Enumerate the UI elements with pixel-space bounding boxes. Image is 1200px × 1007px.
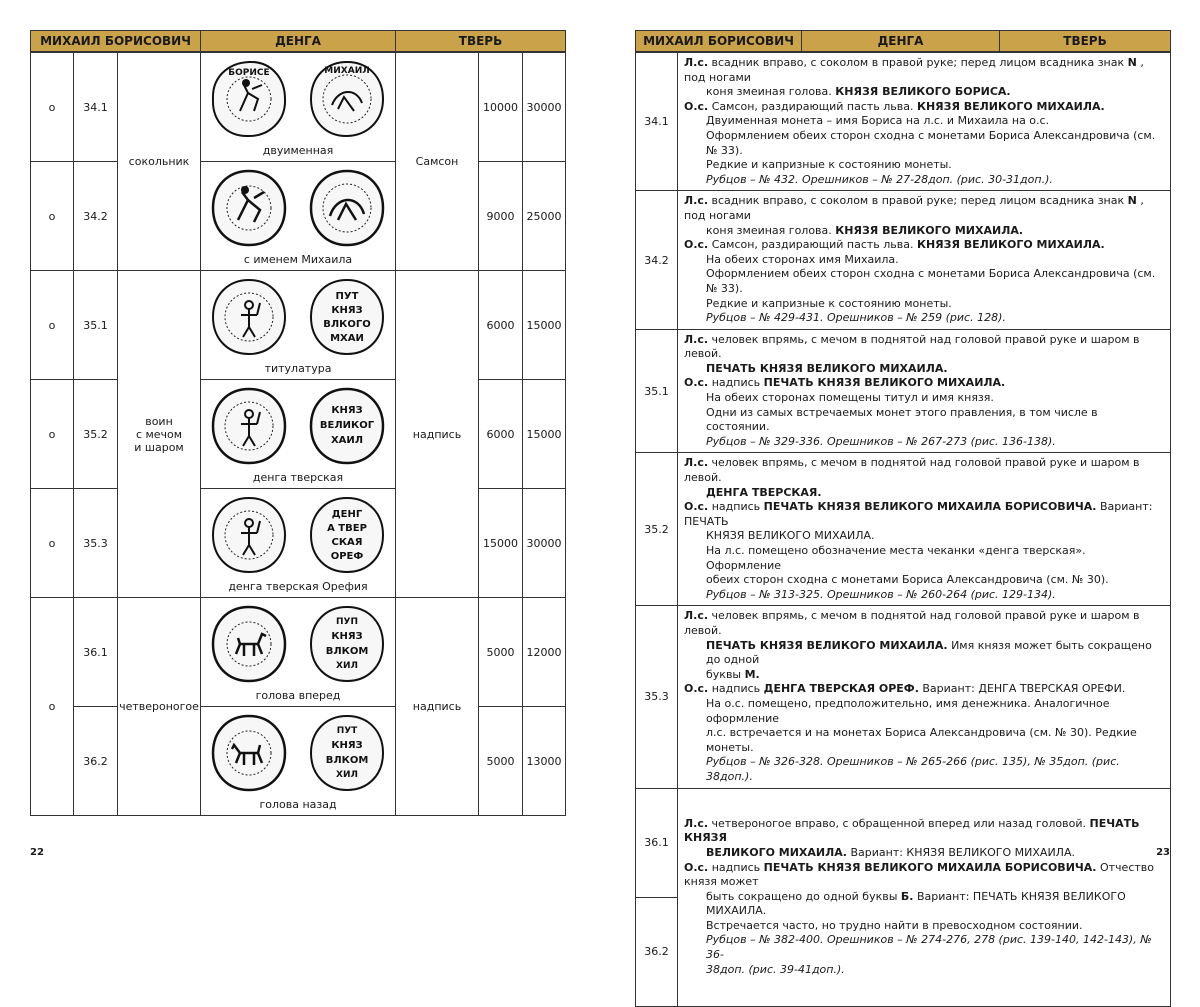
description-text: , под ногами [684,194,1144,222]
description-text: быть сокращено до одной буквы [706,889,898,903]
svg-text:ХАИЛ: ХАИЛ [330,435,364,446]
catalog-number: 35.2 [74,380,118,489]
side-label: О.с. [684,99,709,113]
inscription-text: ПЕЧАТЬ КНЯЗЯ [684,816,1140,845]
catalog-number: 34.1 [636,52,678,191]
coin-images [201,52,396,162]
description-text: На обеих сторонах имя Михаила. [706,252,899,266]
price-2: 30000 [523,52,566,162]
rarity: о [31,162,74,271]
coin-reverse-image [308,277,386,357]
description-text: обеих сторон сходна с монетами Бориса Александровича (см. № 30). [706,573,1109,587]
svg-text:ХИЛ: ХИЛ [336,661,358,671]
coin-reverse-image [308,713,386,793]
inscription-text: Б. [900,889,914,903]
inscription-text: КНЯЗЯ ВЕЛИКОГО МИХАИЛА. [916,238,1105,252]
page-number: 22 [30,847,44,858]
coin-caption: денга тверская [252,471,344,484]
table-row [31,162,566,271]
coin-images [201,489,396,598]
description-text: Самсон, раздирающий пасть льва. [711,99,914,113]
description-text: На о.с. помещено, предположительно, имя денежника. Аналогичное оформление [706,696,1110,725]
coin-images [201,598,396,707]
reference-text: Рубцов – № 313-325. Орешников – № 260-264 (рис. 129-134). [706,587,1056,601]
description-text: Самсон, раздирающий пасть льва. [711,238,914,252]
price-1: 9000 [479,162,523,271]
description-text: Вариант: ПЕЧАТЬ КНЯЗЯ ВЕЛИКОГО МИХАИЛА. [706,889,1126,918]
coin-obverse-image [210,604,288,684]
svg-text:КНЯЗ: КНЯЗ [331,740,363,751]
side-label: Л.с. [684,816,709,830]
coin-obverse-image [210,168,288,248]
inscription-text: КНЯЗЯ ВЕЛИКОГО МИХАИЛА. [916,99,1105,113]
inscription-text: ПЕЧАТЬ КНЯЗЯ ВЕЛИКОГО МИХАИЛА. [706,361,948,375]
coin-caption: денга тверская Орефия [228,580,368,593]
price-2: 13000 [523,707,566,816]
description-text: л.с. встречается и на монетах Бориса Александровича (см. № 30). Редкие монеты. [706,726,1137,754]
catalog-number: 35.3 [636,606,678,788]
catalog-number: 35.1 [74,271,118,380]
catalog-number: 34.2 [74,162,118,271]
reference-text: Рубцов – № 432. Орешников – № 27-28доп. (рис. 30-31доп.). [706,172,1053,186]
coin-reverse-image [308,386,386,466]
side-label: Л.с. [684,332,709,346]
description-text: КНЯЗЯ ВЕЛИКОГО МИХАИЛА. [706,529,875,543]
price-2: 15000 [523,380,566,489]
table-row [636,191,1171,329]
svg-text:А ТВЕР: А ТВЕР [327,523,367,534]
inscription-text: ПЕЧАТЬ КНЯЗЯ ВЕЛИКОГО МИХАИЛА. [706,638,948,652]
svg-text:ДЕНГ: ДЕНГ [331,509,363,520]
catalog-number: 34.1 [74,52,118,162]
header-ruler: МИХАИЛ БОРИСОВИЧ [31,31,201,53]
catalog-number: 36.2 [636,897,678,1006]
inscription-text: ПЕЧАТЬ КНЯЗЯ ВЕЛИКОГО МИХАИЛА БОРИСОВИЧА. [763,500,1097,514]
catalog-number: 36.1 [636,788,678,897]
table-row [31,380,566,489]
side-label: Л.с. [684,456,709,470]
coin-caption: с именем Михаила [243,253,353,266]
obverse-type: четвероногое [118,598,201,816]
svg-text:ВЕЛИКОГ: ВЕЛИКОГ [319,420,375,431]
coin-catalog-table [30,30,566,816]
inscription-text: М. [744,667,760,681]
coin-obverse-image [210,277,288,357]
catalog-number: 35.1 [636,329,678,453]
description-text: Вариант: КНЯЗЯ ВЕЛИКОГО МИХАИЛА. [850,845,1075,859]
description-text: Оформлением обеих сторон сходна с монетами Бориса Александровича (см. № 33). [706,128,1156,157]
header-ruler: МИХАИЛ БОРИСОВИЧ [636,31,802,53]
catalog-number: 36.2 [74,707,118,816]
description-text: На л.с. помещено обозначение места чеканки «денга тверская». Оформление [706,544,1086,572]
side-label: О.с. [684,860,709,874]
coin-caption: двуименная [262,144,334,157]
description-text: , под ногами [684,56,1144,84]
table-row [31,707,566,816]
description-text: Одни из самых встречаемых монет этого правления, в том числе в состоянии. [706,405,1098,434]
svg-text:БОРИСЕ: БОРИСЕ [228,68,270,78]
page-number: 23 [1156,847,1170,858]
description-text: Отчество князя может [684,860,1154,889]
coin-description [678,453,1171,606]
obverse-type: сокольник [118,52,201,271]
description-text: коня змеиная голова. [706,85,832,99]
coin-caption: голова назад [259,798,337,811]
price-1: 15000 [479,489,523,598]
svg-text:МИХАИЛ: МИХАИЛ [324,66,370,76]
description-text: коня змеиная голова. [706,223,832,237]
description-text: надпись [711,682,761,696]
price-1: 5000 [479,598,523,707]
side-label: Л.с. [684,56,709,69]
description-text: человек впрямь, с мечом в поднятой над головой правой руке и шаром в левой. [684,456,1140,485]
reference-text: 38доп. (рис. 39-41доп.). [706,962,845,976]
side-label: Л.с. [684,194,709,208]
table-row [31,271,566,380]
svg-text:ОРЕФ: ОРЕФ [330,551,364,562]
rarity: о [31,380,74,489]
svg-text:ПУТ: ПУТ [335,291,359,302]
coin-reverse-image [308,604,386,684]
price-1: 6000 [479,380,523,489]
inscription-text: КНЯЗЯ ВЕЛИКОГО БОРИСА. [835,85,1011,99]
svg-text:ВЛКОМ: ВЛКОМ [325,755,369,766]
description-text: надпись [711,860,761,874]
svg-text:МХАИ: МХАИ [330,333,364,344]
description-text: всадник вправо, с соколом в правой руке; перед лицом всадника знак [711,194,1125,208]
coin-obverse-image [210,495,288,575]
price-2: 12000 [523,598,566,707]
coin-obverse-image [210,386,288,466]
inscription-text: ПЕЧАТЬ КНЯЗЯ ВЕЛИКОГО МИХАИЛА БОРИСОВИЧА. [763,860,1097,874]
reverse-type: Самсон [396,52,479,271]
table-row [31,598,566,707]
bold-text: N [1127,194,1137,208]
side-label: О.с. [684,376,709,390]
side-label: О.с. [684,682,709,696]
table-row [636,329,1171,453]
inscription-text: ВЕЛИКОГО МИХАИЛА. [706,845,847,859]
side-label: О.с. [684,500,709,514]
coin-images [201,380,396,489]
description-text: буквы [706,667,742,681]
price-1: 6000 [479,271,523,380]
description-text: Вариант: ПЕЧАТЬ [684,500,1153,528]
description-text: надпись [711,500,761,514]
bold-text: N [1127,56,1137,69]
inscription-text: ПЕЧАТЬ КНЯЗЯ ВЕЛИКОГО МИХАИЛА. [763,376,1006,390]
svg-text:СКАЯ: СКАЯ [331,537,363,548]
description-text: надпись [711,376,761,390]
header-denomination: ДЕНГА [201,31,396,53]
svg-text:КНЯЗ: КНЯЗ [331,405,363,416]
description-text: Оформлением обеих сторон сходна с монетами Бориса Александровича (см. № 33). [706,267,1156,295]
description-text: Редкие и капризные к состоянию монеты. [706,158,952,172]
coin-description [678,788,1171,1006]
reference-text: Рубцов – № 329-336. Орешников – № 267-273 (рис. 136-138). [706,434,1056,448]
catalog-number: 36.1 [74,598,118,707]
svg-text:ВЛКОМ: ВЛКОМ [325,646,369,657]
description-text: четвероногое вправо, с обращенной вперед или назад головой. [711,816,1086,830]
coin-images [201,707,396,816]
inscription-text: КНЯЗЯ ВЕЛИКОГО МИХАИЛА. [835,223,1024,237]
description-text: всадник вправо, с соколом в правой руке; перед лицом всадника знак [711,56,1125,69]
description-text: Имя князя может быть сокращено до одной [706,638,1152,667]
table-row [31,52,566,162]
coin-obverse-image [210,713,288,793]
header-city: ТВЕРЬ [1000,31,1171,53]
coin-description [678,606,1171,788]
reverse-type: надпись [396,598,479,816]
catalog-number: 35.2 [636,453,678,606]
inscription-text: ДЕНГА ТВЕРСКАЯ ОРЕФ. [763,682,919,696]
reference-text: Рубцов – № 429-431. Орешников – № 259 (рис. 128). [706,311,1006,325]
svg-text:ПУТ: ПУТ [336,726,358,736]
description-text: Двуименная монета – имя Бориса на л.с. и Михаила на о.с. [706,114,1050,128]
description-text: Редкие и капризные к состоянию монеты. [706,296,952,310]
svg-text:ВЛКОГО: ВЛКОГО [323,319,371,330]
price-2: 25000 [523,162,566,271]
rarity: о [31,489,74,598]
description-text: человек впрямь, с мечом в поднятой над головой правой руке и шаром в левой. [684,609,1140,637]
price-2: 15000 [523,271,566,380]
coin-description [678,52,1171,191]
table-row [31,489,566,598]
svg-text:ПУП: ПУП [336,617,359,627]
price-1: 5000 [479,707,523,816]
rarity: о [31,598,74,816]
description-text: Встречается часто, но трудно найти в превосходном состоянии. [706,918,1083,932]
coin-caption: голова вперед [255,689,341,702]
coin-description [678,329,1171,453]
table-row [636,606,1171,788]
description-text: Вариант: ДЕНГА ТВЕРСКАЯ ОРЕФИ. [922,682,1126,696]
obverse-type: воин с мечом и шаром [118,271,201,598]
reverse-type: надпись [396,271,479,598]
header-city: ТВЕРЬ [396,31,566,53]
table-row [636,52,1171,191]
coin-reverse-image [308,168,386,248]
description-text: человек впрямь, с мечом в поднятой над головой правой руке и шаром в левой. [684,332,1140,361]
rarity: о [31,52,74,162]
price-1: 10000 [479,52,523,162]
description-text: На обеих сторонах помещены титул и имя князя. [706,391,994,405]
table-row [636,788,1171,897]
side-label: Л.с. [684,609,709,623]
catalog-number: 35.3 [74,489,118,598]
inscription-text: ДЕНГА ТВЕРСКАЯ. [706,485,822,499]
rarity: о [31,271,74,380]
coin-obverse-image [210,59,288,139]
svg-text:КНЯЗ: КНЯЗ [331,631,363,642]
price-2: 30000 [523,489,566,598]
header-denomination: ДЕНГА [802,31,1000,53]
table-row [636,453,1171,606]
catalog-number: 34.2 [636,191,678,329]
description-rows [636,52,1171,1006]
side-label: О.с. [684,238,709,252]
coin-description [678,191,1171,329]
coin-reverse-image [308,59,386,139]
reference-text: Рубцов – № 326-328. Орешников – № 265-266 (рис. 135), № 35доп. (рис. 38доп.). [706,755,1120,783]
right-page [600,0,1200,976]
coin-caption: титулатура [264,362,332,375]
svg-text:ХИЛ: ХИЛ [336,770,358,780]
reference-text: Рубцов – № 382-400. Орешников – № 274-276, 278 (рис. 139-140, 142-143), № 36- [706,933,1152,962]
coin-images [201,271,396,380]
svg-text:КНЯЗ: КНЯЗ [331,305,363,316]
coin-reverse-image [308,495,386,575]
description-table [635,30,1171,1007]
coin-images [201,162,396,271]
left-page [0,0,600,864]
